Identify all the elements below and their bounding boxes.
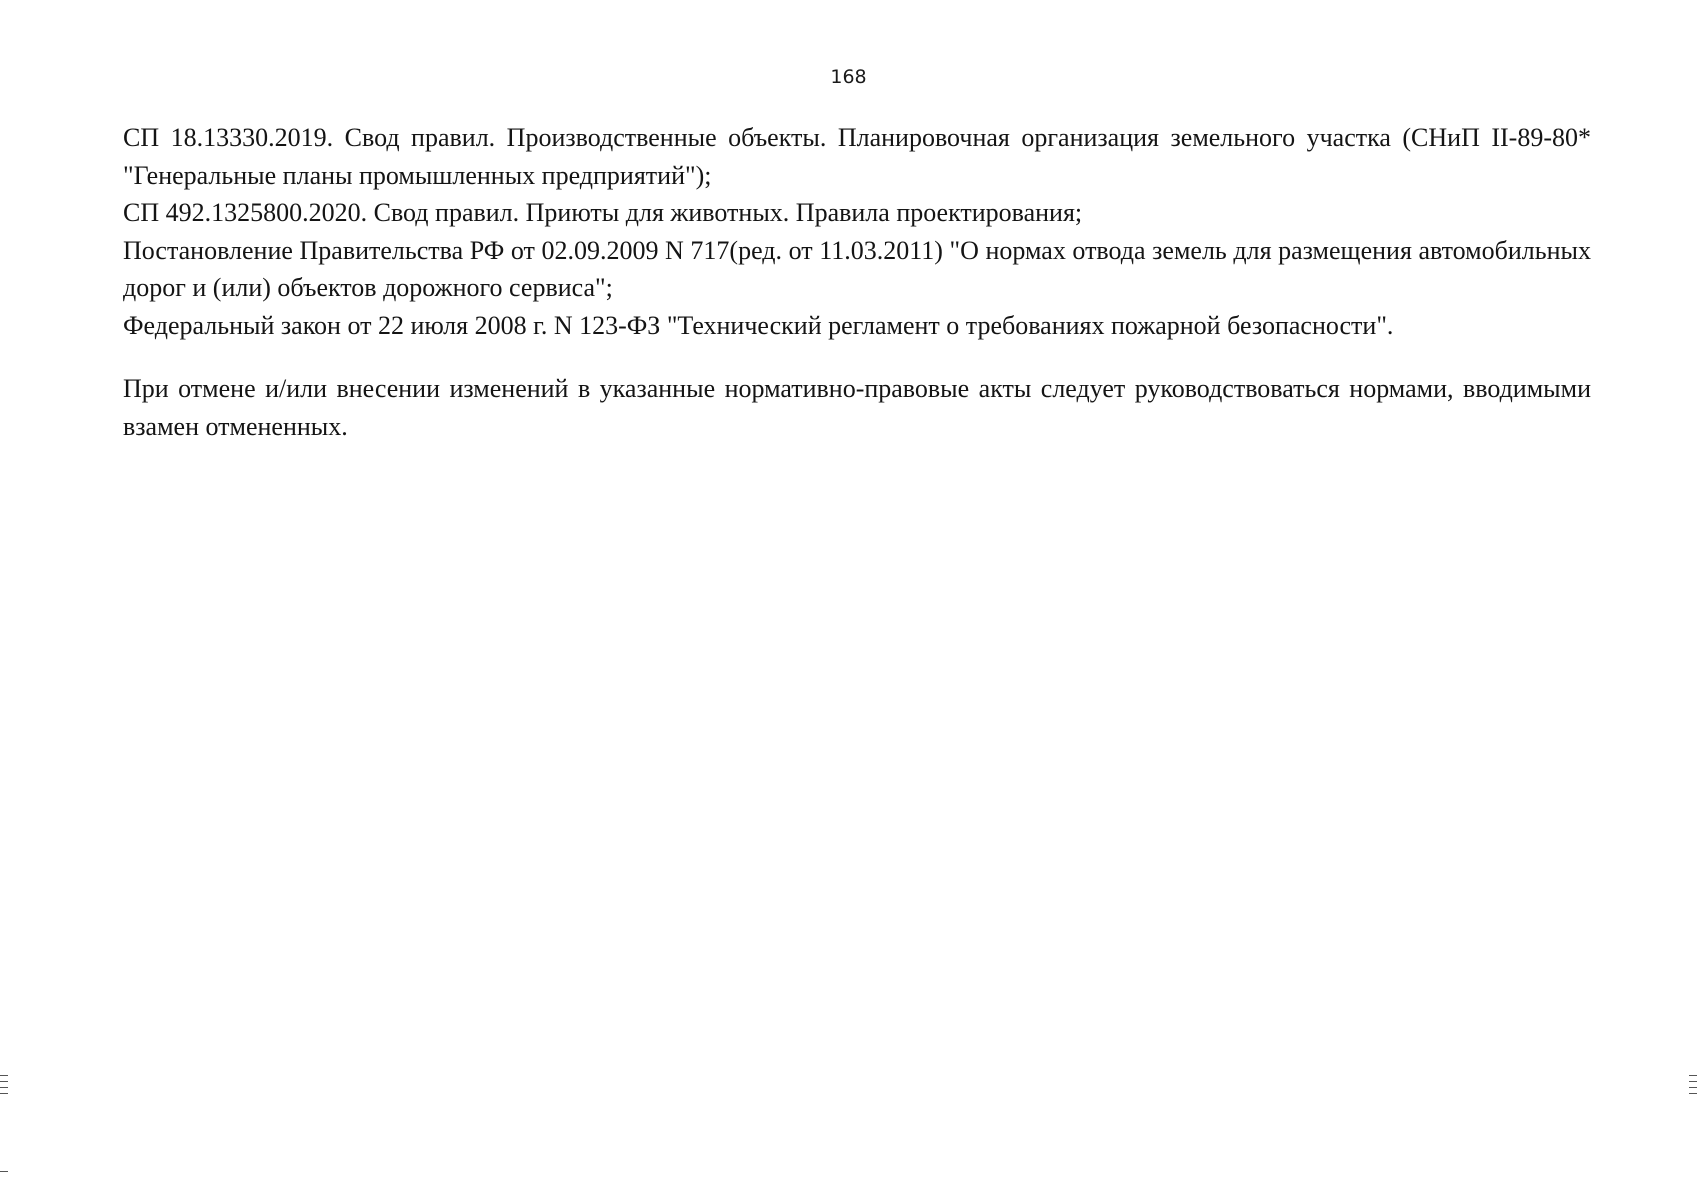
right-edge-mark [1689, 1075, 1697, 1076]
right-edge-mark [1689, 1081, 1697, 1082]
reference-sp-492-1325800: СП 492.1325800.2020. Свод правил. Приюты для животных. Правила проектирования; [123, 198, 1083, 227]
amendment-note-text: При отмене и/или внесении изменений в указанные нормативно-правовые акты следует руководствоваться нормами, вводимыми взамен отмененных. [123, 374, 1591, 441]
references-list [123, 119, 1591, 344]
left-edge-mark [0, 1093, 8, 1094]
reference-sp-18-13330: СП 18.13330.2019. Свод правил. Производственные объекты. Планировочная организация земельного участка (СНиП II-89-80* "Генеральные планы промышленных предприятий"); [123, 123, 1591, 190]
right-edge-mark [1689, 1093, 1697, 1094]
left-edge-mark [0, 1081, 8, 1082]
reference-federal-law-123: Федеральный закон от 22 июля 2008 г. N 123-ФЗ "Технический регламент о требованиях пожарной безопасности". [123, 310, 1394, 340]
left-edge-mark [0, 1075, 8, 1076]
right-edge-mark [1689, 1087, 1697, 1088]
page-number: 168 [830, 66, 867, 88]
amendment-note [123, 370, 1591, 445]
reference-postanovlenie-717: Постановление Правительства РФ от 02.09.2009 N 717(ред. от 11.03.2011) "О нормах отвода земель для размещения автомобильных дорог и (или) объектов дорожного сервиса"; [123, 235, 1591, 302]
left-edge-mark [0, 1087, 8, 1088]
left-edge-mark [0, 1171, 8, 1172]
